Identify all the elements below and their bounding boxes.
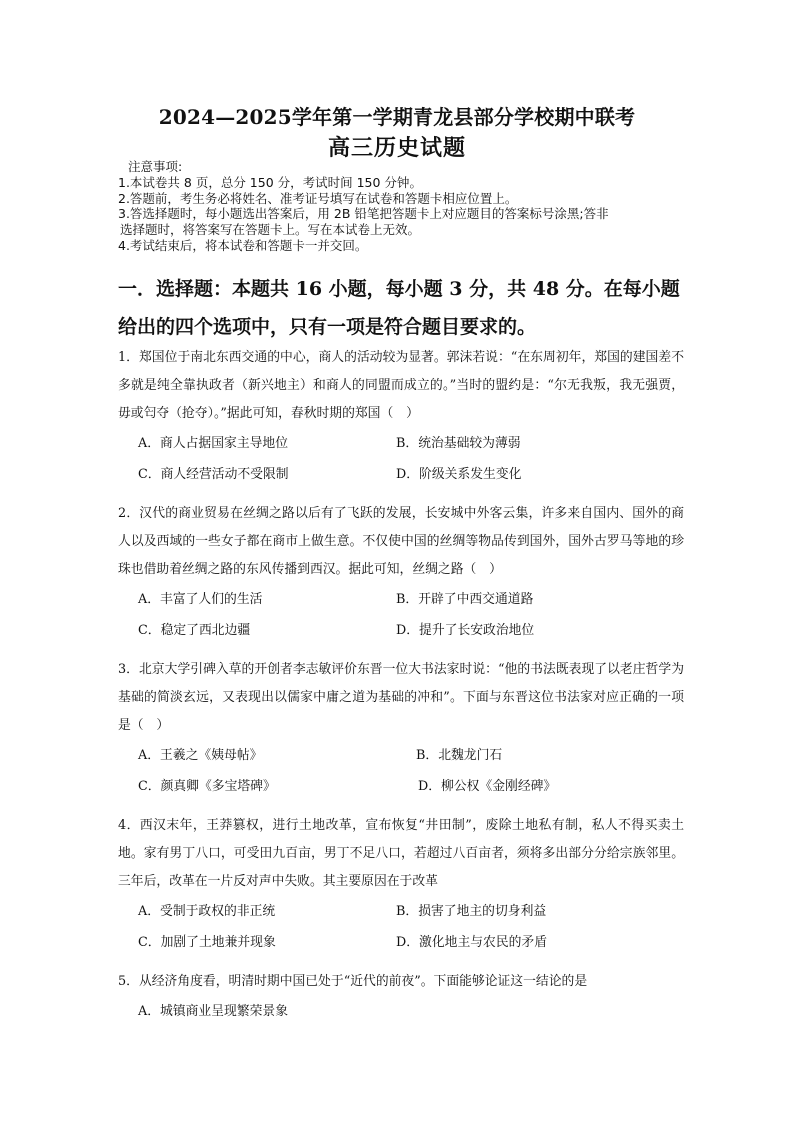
question-2-option-d[interactable]: D．提升了长安政治地位 <box>396 623 535 638</box>
question-3-option-a[interactable]: A．王羲之《姨母帖》 <box>138 748 263 763</box>
section-heading-line-1: 一．选择题：本题共 16 小题，每小题 3 分，共 48 分。在每小题 <box>118 278 680 300</box>
question-5-options-row-1 <box>118 996 684 1027</box>
notice-item-2: 2.答题前，考生务必将姓名、准考证号填写在试卷和答题卡相应位置上。 <box>118 190 518 206</box>
notice-item-4: 4.考试结束后，将本试卷和答题卡一并交回。 <box>118 237 368 253</box>
question-3-options-row-1 <box>118 740 684 771</box>
section-heading <box>118 270 688 346</box>
question-3-option-d[interactable]: D．柳公权《金刚经碑》 <box>418 779 557 794</box>
question-5-option-a[interactable]: A．城镇商业呈现繁荣景象 <box>138 1004 289 1019</box>
section-heading-line-2: 给出的四个选项中，只有一项是符合题目要求的。 <box>118 316 537 338</box>
notice-block <box>118 159 678 254</box>
question-1-options-row-1 <box>118 428 684 459</box>
question-2-option-a[interactable]: A．丰富了人们的生活 <box>138 592 263 607</box>
question-3-options-row-2 <box>118 771 684 802</box>
question-2-options-row-2 <box>118 615 684 646</box>
question-1 <box>118 344 684 490</box>
question-4-option-d[interactable]: D．激化地主与农民的矛盾 <box>396 935 548 950</box>
question-3-stem: 3．北京大学引碑入草的开创者李志敏评价东晋一位大书法家时说：“他的书法既表现了以老庄哲学为基础的简淡玄远，又表现出以儒家中庸之道为基础的冲和”。下面与东晋这位书法家对应正确的一项是（ ） <box>118 662 684 733</box>
question-2-option-b[interactable]: B．开辟了中西交通道路 <box>396 592 534 607</box>
question-5 <box>118 968 684 1027</box>
question-1-option-a[interactable]: A．商人占据国家主导地位 <box>138 436 289 451</box>
question-2-options-row-1 <box>118 584 684 615</box>
question-2-stem: 2．汉代的商业贸易在丝绸之路以后有了飞跃的发展，长安城中外客云集，许多来自国内、国外的商人以及西域的一些女子都在商市上做生意。不仅使中国的丝绸等物品传到国外，国外古罗马等地的珍珠也借助着丝绸之路的东风传播到西汉。据此可知，丝绸之路（ ） <box>118 506 684 577</box>
question-4-options-row-1 <box>118 896 684 927</box>
notice-item-1: 1.本试卷共 8 页，总分 150 分，考试时间 150 分钟。 <box>118 174 422 190</box>
question-2-option-c[interactable]: C．稳定了西北边疆 <box>138 623 251 638</box>
notice-item-3-cont: 选择题时，将答案写在答题卡上。写在本试卷上无效。 <box>120 222 421 238</box>
question-5-stem: 5．从经济角度看，明清时期中国已处于“近代的前夜”。下面能够论证这一结论的是 <box>118 974 588 989</box>
question-1-options-row-2 <box>118 459 684 490</box>
question-4-option-a[interactable]: A．受制于政权的非正统 <box>138 904 276 919</box>
question-3-option-c[interactable]: C．颜真卿《多宝塔碑》 <box>138 779 276 794</box>
question-2 <box>118 500 684 646</box>
exam-subtitle: 高三历史试题 <box>327 135 466 161</box>
question-3-option-b[interactable]: B．北魏龙门石 <box>416 748 503 763</box>
question-4-option-c[interactable]: C．加剧了土地兼并现象 <box>138 935 276 950</box>
question-3 <box>118 656 684 802</box>
question-4-options-row-2 <box>118 927 684 958</box>
question-1-stem: 1．郑国位于南北东西交通的中心，商人的活动较为显著。郭沫若说：“在东周初年，郑国的建国差不多就是纯全靠执政者（新兴地主）和商人的同盟而成立的。”当时的盟约是：“尔无我叛，我无强贾，毋或匄夺（抢夺）。”据此可知，春秋时期的郑国（ ） <box>118 350 684 421</box>
exam-title: 2024—2025学年第一学期青龙县部分学校期中联考 <box>158 105 636 129</box>
question-4-stem: 4．西汉末年，王莽篡权，进行土地改革，宣布恢复“井田制”，废除土地私有制，私人不得买卖土地。家有男丁八口，可受田九百亩，男丁不足八口，若超过八百亩者，须将多出部分分给宗族邻里。三年后，改革在一片反对声中失败。其主要原因在于改革 <box>118 818 684 889</box>
question-4 <box>118 812 684 958</box>
question-4-option-b[interactable]: B．损害了地主的切身利益 <box>396 904 547 919</box>
question-1-option-d[interactable]: D．阶级关系发生变化 <box>396 467 522 482</box>
notice-heading: 注意事项: <box>128 159 183 174</box>
question-1-option-b[interactable]: B．统治基础较为薄弱 <box>396 436 521 451</box>
question-1-option-c[interactable]: C．商人经营活动不受限制 <box>138 467 289 482</box>
notice-item-3: 3.答选择题时，每小题选出答案后，用 2B 铅笔把答题卡上对应题目的答案标号涂黑;答非 <box>118 206 609 222</box>
